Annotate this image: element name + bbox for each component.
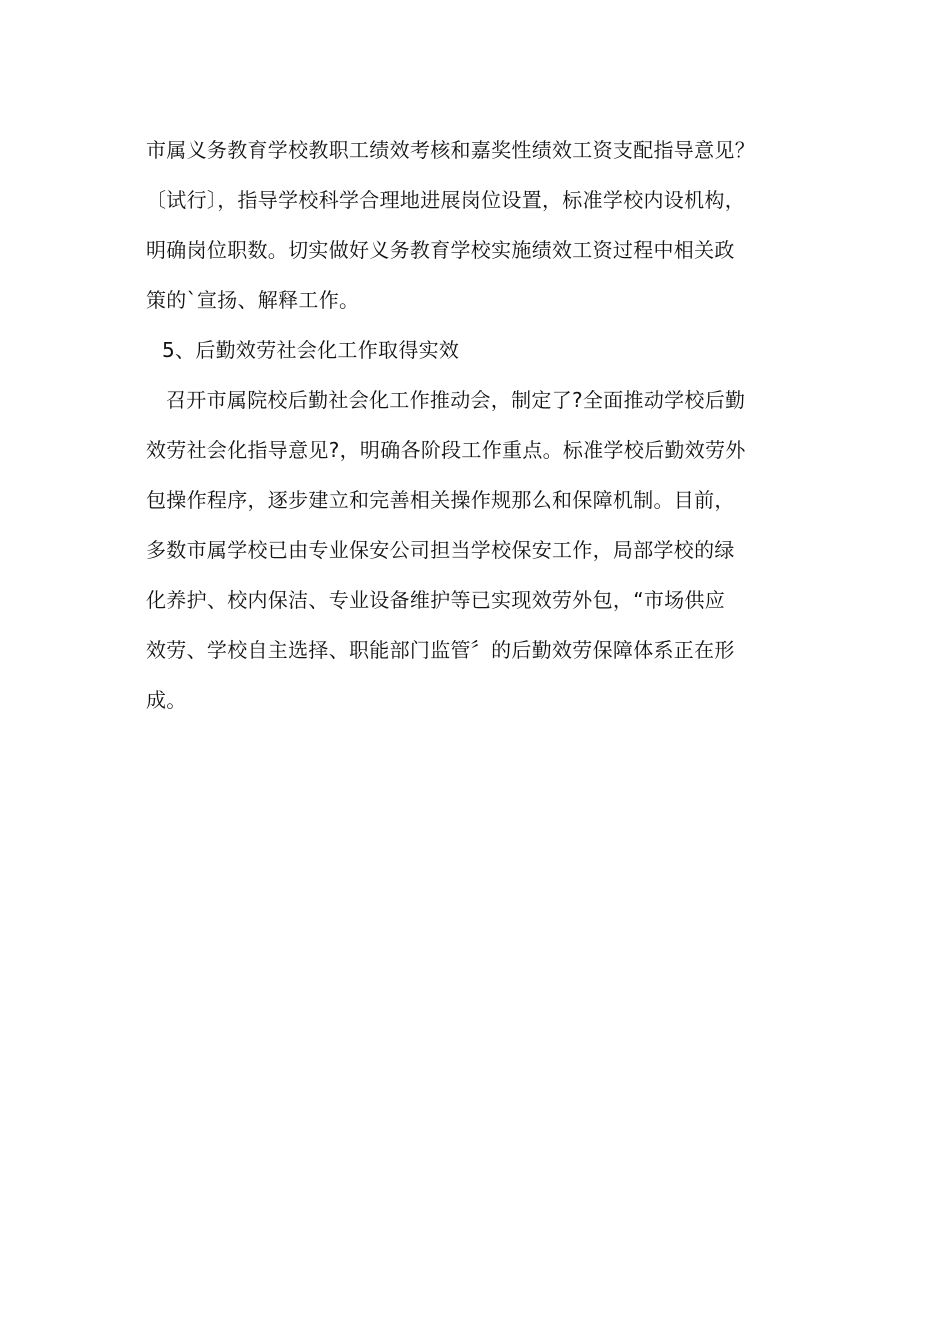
paragraph-line: 包操作程序，逐步建立和完善相关操作规那么和保障机制。目前，	[146, 488, 735, 512]
paragraph-line: 〔试行〕，指导学校科学合理地进展岗位设置，标准学校内设机构，	[146, 188, 745, 212]
section-heading: 5、后勤效劳社会化工作取得实效	[162, 338, 460, 362]
paragraph-line: 多数市属学校已由专业保安公司担当学校保安工作，局部学校的绿	[146, 538, 735, 562]
paragraph-line: 策的`宣扬、解释工作。	[146, 288, 360, 312]
paragraph-line: 化养护、校内保洁、专业设备维护等已实现效劳外包，“市场供应	[146, 588, 726, 612]
paragraph-line: 明确岗位职数。切实做好义务教育学校实施绩效工资过程中相关政	[146, 238, 735, 262]
paragraph-line: 成。	[146, 688, 187, 712]
paragraph-line: 效劳社会化指导意见?，明确各阶段工作重点。标准学校后勤效劳外	[146, 438, 746, 462]
paragraph-line: 市属义务教育学校教职工绩效考核和嘉奖性绩效工资支配指导意见？	[146, 138, 755, 162]
paragraph-line: 效劳、学校自主选择、职能部门监管〞的后勤效劳保障体系正在形	[146, 638, 735, 662]
paragraph-line: 召开市属院校后勤社会化工作推动会，制定了?全面推动学校后勤	[166, 388, 746, 412]
